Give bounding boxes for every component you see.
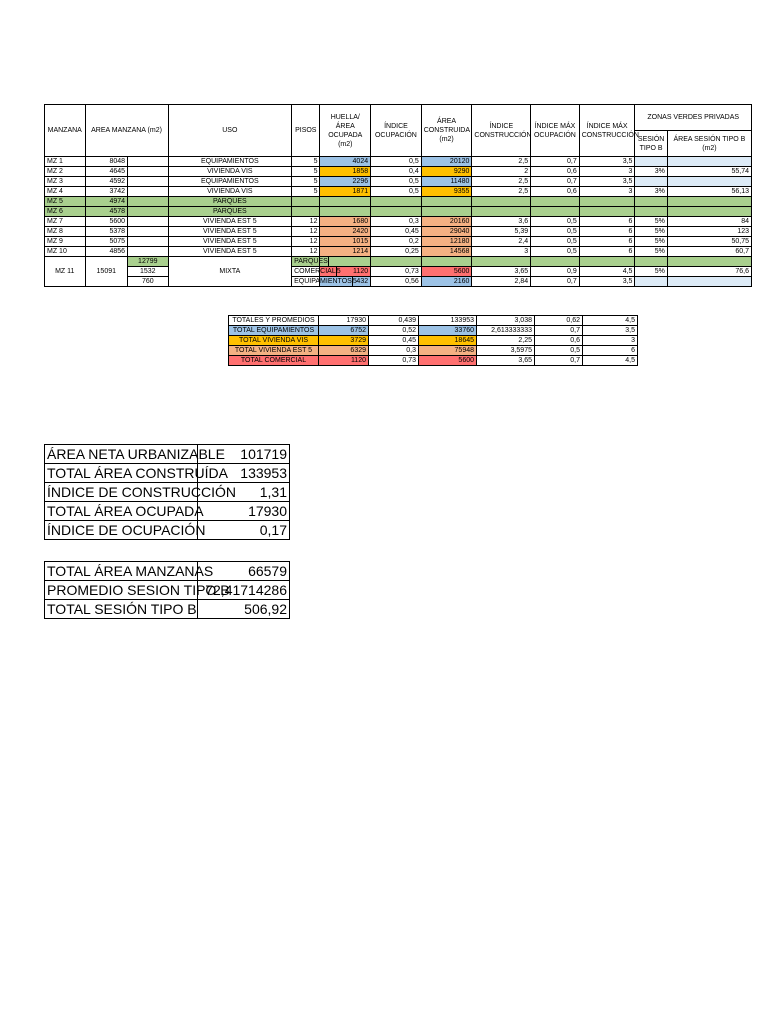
- header-manzana: MANZANA: [45, 105, 86, 157]
- cell-sesion-tipo-b: [635, 207, 667, 217]
- cell-indice-max-ocupacion: 0,7: [531, 277, 580, 287]
- cell-manzana: MZ 10: [45, 247, 86, 257]
- totals-huella: 6329: [319, 346, 369, 356]
- cell-manzana: MZ 3: [45, 177, 86, 187]
- totals-indice-construccion: 3,5975: [477, 346, 535, 356]
- cell-area-construida: 29040: [421, 227, 472, 237]
- totals-indice-max-construccion: 3: [583, 336, 638, 346]
- cell-indice-ocupacion: [371, 207, 422, 217]
- summary-row: [45, 562, 290, 581]
- cell-sesion-tipo-b: [635, 157, 667, 167]
- cell-indice-construccion: 3,6: [472, 217, 531, 227]
- summary-row: [45, 483, 290, 502]
- cell-indice-construccion: 2,84: [472, 277, 531, 287]
- cell-indice-max-ocupacion: 0,5: [531, 237, 580, 247]
- manzanas-body: [45, 157, 752, 287]
- cell-uso-sub-label: EQUIPAMIENTOS: [294, 278, 352, 285]
- totals-huella: 3729: [319, 336, 369, 346]
- cell-subarea: [128, 247, 169, 257]
- cell-huella: [320, 197, 371, 207]
- header-indice-construccion: ÍNDICE CONSTRUCCIÓN: [472, 105, 531, 157]
- cell-huella: [320, 207, 371, 217]
- table-row: [45, 277, 752, 287]
- cell-pisos: 12: [292, 237, 320, 247]
- cell-sesion-tipo-b: 3%: [635, 167, 667, 177]
- table-row: [45, 247, 752, 257]
- cell-indice-max-construccion: 6: [579, 217, 635, 227]
- cell-area-sesion: [667, 177, 751, 187]
- totals-body: [229, 316, 638, 366]
- totals-indice-max-construccion: 6: [583, 346, 638, 356]
- cell-huella: 1120: [320, 267, 371, 277]
- cell-huella: 1871: [320, 187, 371, 197]
- totals-row: [229, 316, 638, 326]
- cell-indice-max-ocupacion: [531, 257, 580, 267]
- cell-indice-max-construccion: 6: [579, 247, 635, 257]
- header-area-manzana: AREA MANZANA (m2): [85, 105, 168, 157]
- summary-label: ÍNDICE DE CONSTRUCCIÓN: [45, 483, 198, 502]
- summary-row: [45, 521, 290, 540]
- header-uso: USO: [168, 105, 292, 157]
- summary-value: 0,17: [198, 521, 290, 540]
- cell-subarea: [128, 197, 169, 207]
- cell-indice-max-construccion: [579, 197, 635, 207]
- cell-huella: 1858: [320, 167, 371, 177]
- cell-area: 5378: [85, 227, 128, 237]
- totals-label: TOTAL VIVIENDA EST 5: [229, 346, 319, 356]
- cell-indice-ocupacion: 0,5: [371, 187, 422, 197]
- summary-value: 17930: [198, 502, 290, 521]
- totals-area-construida: 75948: [419, 346, 477, 356]
- cell-indice-max-ocupacion: [531, 197, 580, 207]
- summary-label: TOTAL ÁREA OCUPADA: [45, 502, 198, 521]
- cell-indice-construccion: 2,5: [472, 157, 531, 167]
- cell-area-sesion: [667, 277, 751, 287]
- table-row: [45, 157, 752, 167]
- summary-value: 133953: [198, 464, 290, 483]
- totals-indice-max-ocupacion: 0,5: [535, 346, 583, 356]
- cell-uso-sub: [292, 277, 357, 287]
- totals-indice-ocupacion: 0,45: [369, 336, 419, 346]
- totals-indice-construccion: 3,65: [477, 356, 535, 366]
- cell-pisos: [292, 207, 320, 217]
- cell-pisos: 5: [292, 187, 320, 197]
- cell-manzana: MZ 5: [45, 197, 86, 207]
- cell-indice-max-construccion: 3: [579, 187, 635, 197]
- totals-indice-max-ocupacion: 0,6: [535, 336, 583, 346]
- header-sesion-tipo-b: SESIÓN TIPO B: [635, 131, 667, 157]
- cell-manzana: MZ 8: [45, 227, 86, 237]
- totals-indice-ocupacion: 0,52: [369, 326, 419, 336]
- cell-uso-sub: [292, 267, 341, 277]
- cell-indice-max-construccion: 6: [579, 237, 635, 247]
- totals-indice-ocupacion: 0,3: [369, 346, 419, 356]
- table-row: [45, 177, 752, 187]
- totals-indice-max-ocupacion: 0,7: [535, 326, 583, 336]
- cell-huella: 1015: [320, 237, 371, 247]
- cell-subarea: 760: [128, 277, 169, 287]
- totals-indice-max-ocupacion: 0,7: [535, 356, 583, 366]
- totals-indice-construccion: 3,038: [477, 316, 535, 326]
- cell-indice-max-ocupacion: 0,6: [531, 167, 580, 177]
- header-indice-max-ocupacion: ÍNDICE MÁX OCUPACIÓN: [531, 105, 580, 157]
- cell-pisos: [292, 197, 320, 207]
- table-row: [45, 227, 752, 237]
- cell-subarea: [128, 207, 169, 217]
- cell-indice-ocupacion: 0,4: [371, 167, 422, 177]
- totals-row: [229, 356, 638, 366]
- cell-area-sesion: [667, 197, 751, 207]
- cell-manzana: MZ 1: [45, 157, 86, 167]
- header-area-construida: ÁREA CONSTRUIDA (m2): [421, 105, 472, 157]
- cell-subarea: [128, 187, 169, 197]
- cell-manzana: MZ 7: [45, 217, 86, 227]
- cell-area-sesion: 76,6: [667, 267, 751, 277]
- cell-indice-max-construccion: 3,5: [579, 277, 635, 287]
- cell-pisos: 5: [292, 177, 320, 187]
- cell-sesion-tipo-b: [635, 257, 667, 267]
- cell-area-construida: 20160: [421, 217, 472, 227]
- cell-subarea: [128, 167, 169, 177]
- totals-huella: 17930: [319, 316, 369, 326]
- cell-pisos: 5: [292, 157, 320, 167]
- summary-label: ÍNDICE DE OCUPACIÓN: [45, 521, 198, 540]
- cell-indice-construccion: [472, 207, 531, 217]
- cell-sesion-tipo-b: [635, 197, 667, 207]
- summary-row: [45, 600, 290, 619]
- cell-subarea: 1532: [128, 267, 169, 277]
- cell-area: 5075: [85, 237, 128, 247]
- cell-area: 4645: [85, 167, 128, 177]
- cell-huella: 2420: [320, 227, 371, 237]
- summary-value: 1,31: [198, 483, 290, 502]
- cell-uso: VIVIENDA EST 5: [168, 247, 292, 257]
- cell-pisos: 12: [292, 247, 320, 257]
- summary-row: [45, 581, 290, 600]
- table-row: [45, 217, 752, 227]
- cell-uso-sub-label: COMERCIAL: [294, 268, 336, 275]
- cell-indice-max-construccion: 3,5: [579, 157, 635, 167]
- totals-indice-max-construccion: 4,5: [583, 316, 638, 326]
- summary-label: PROMEDIO SESION TIPO B: [45, 581, 198, 600]
- cell-indice-ocupacion: 0,3: [371, 217, 422, 227]
- summary-row: [45, 445, 290, 464]
- cell-sesion-tipo-b: 5%: [635, 247, 667, 257]
- summary-body-1: [45, 445, 290, 540]
- cell-indice-max-construccion: [579, 207, 635, 217]
- totals-area-construida: 133953: [419, 316, 477, 326]
- cell-indice-max-construccion: 3: [579, 167, 635, 177]
- totals-huella: 6752: [319, 326, 369, 336]
- totals-label: TOTALES Y PROMEDIOS: [229, 316, 319, 326]
- totals-label: TOTAL EQUIPAMIENTOS: [229, 326, 319, 336]
- cell-manzana: MZ 11: [45, 257, 86, 287]
- cell-indice-max-construccion: 3,5: [579, 177, 635, 187]
- summary-value: 101719: [198, 445, 290, 464]
- cell-indice-construccion: [472, 257, 531, 267]
- cell-huella: 4024: [320, 157, 371, 167]
- header-pisos: PISOS: [292, 105, 320, 157]
- table-row: [45, 167, 752, 177]
- table-row: [45, 257, 752, 267]
- totals-row: [229, 326, 638, 336]
- header-indice-max-construccion: ÍNDICE MÁX CONSTRUCCIÓN: [579, 105, 635, 157]
- cell-indice-construccion: 2,5: [472, 187, 531, 197]
- cell-area-construida: [421, 207, 472, 217]
- cell-indice-max-ocupacion: 0,9: [531, 267, 580, 277]
- totals-area-construida: 18645: [419, 336, 477, 346]
- summary-label: ÁREA NETA URBANIZABLE: [45, 445, 198, 464]
- cell-pisos: 12: [292, 217, 320, 227]
- summary-label: TOTAL ÁREA CONSTRUÍDA: [45, 464, 198, 483]
- cell-huella: 2296: [320, 177, 371, 187]
- cell-manzana: MZ 9: [45, 237, 86, 247]
- cell-pisos: 5: [336, 268, 341, 275]
- table-row: [45, 187, 752, 197]
- cell-subarea: 12799: [128, 257, 169, 267]
- cell-indice-ocupacion: [371, 257, 422, 267]
- cell-uso: PARQUES: [168, 207, 292, 217]
- cell-area-sesion: 56,13: [667, 187, 751, 197]
- cell-pisos: 5: [292, 167, 320, 177]
- cell-area-sesion: [667, 257, 751, 267]
- totals-indice-max-ocupacion: 0,62: [535, 316, 583, 326]
- cell-manzana: MZ 2: [45, 167, 86, 177]
- cell-indice-max-construccion: 4,5: [579, 267, 635, 277]
- summary-value: 506,92: [198, 600, 290, 619]
- cell-area-sesion: [667, 157, 751, 167]
- cell-area-sesion: 50,75: [667, 237, 751, 247]
- cell-indice-ocupacion: 0,25: [371, 247, 422, 257]
- cell-area: 4974: [85, 197, 128, 207]
- cell-indice-construccion: 2,5: [472, 177, 531, 187]
- cell-manzana: MZ 4: [45, 187, 86, 197]
- cell-indice-max-ocupacion: 0,5: [531, 227, 580, 237]
- totals-row: [229, 346, 638, 356]
- totals-indice-ocupacion: 0,439: [369, 316, 419, 326]
- cell-area-sesion: 60,7: [667, 247, 751, 257]
- cell-area: 4856: [85, 247, 128, 257]
- cell-subarea: [128, 157, 169, 167]
- cell-indice-ocupacion: 0,5: [371, 177, 422, 187]
- cell-indice-max-ocupacion: [531, 207, 580, 217]
- cell-indice-ocupacion: 0,45: [371, 227, 422, 237]
- cell-uso-sub: [292, 257, 328, 267]
- summary-table-2: [44, 561, 290, 619]
- cell-indice-construccion: 3,65: [472, 267, 531, 277]
- totals-indice-construccion: 2,25: [477, 336, 535, 346]
- totals-area-construida: 5600: [419, 356, 477, 366]
- cell-uso-mixta: MIXTA: [168, 257, 292, 287]
- cell-area-sesion: 84: [667, 217, 751, 227]
- header-area-sesion: ÁREA SESIÓN TIPO B (m2): [667, 131, 751, 157]
- cell-uso: VIVIENDA VIS: [168, 167, 292, 177]
- summary-label: TOTAL SESIÓN TIPO B: [45, 600, 198, 619]
- cell-huella: 1214: [320, 247, 371, 257]
- cell-indice-max-ocupacion: 0,7: [531, 177, 580, 187]
- totals-label: TOTAL VIVIENDA VIS: [229, 336, 319, 346]
- cell-pisos: 5: [352, 278, 357, 285]
- cell-pisos: [328, 257, 331, 266]
- cell-sesion-tipo-b: 5%: [635, 237, 667, 247]
- summary-value: 72,41714286: [198, 581, 290, 600]
- cell-area-construida: 11480: [421, 177, 472, 187]
- cell-area: 5600: [85, 217, 128, 227]
- cell-area-sesion: 55,74: [667, 167, 751, 177]
- cell-huella: 1680: [320, 217, 371, 227]
- cell-uso: VIVIENDA EST 5: [168, 237, 292, 247]
- cell-uso: VIVIENDA EST 5: [168, 217, 292, 227]
- cell-huella: 432: [320, 277, 371, 287]
- cell-area-construida: 9290: [421, 167, 472, 177]
- header-huella: HUELLA/ ÁREA OCUPADA (m2): [320, 105, 371, 157]
- cell-area-construida: [421, 257, 472, 267]
- cell-indice-construccion: 2,4: [472, 237, 531, 247]
- totals-table: [228, 315, 638, 366]
- cell-indice-ocupacion: 0,5: [371, 157, 422, 167]
- cell-area-construida: 20120: [421, 157, 472, 167]
- cell-area: 4578: [85, 207, 128, 217]
- summary-row: [45, 502, 290, 521]
- cell-subarea: [128, 217, 169, 227]
- cell-sesion-tipo-b: 5%: [635, 267, 667, 277]
- cell-uso: EQUIPAMIENTOS: [168, 177, 292, 187]
- cell-indice-max-ocupacion: 0,5: [531, 247, 580, 257]
- cell-sesion-tipo-b: 3%: [635, 187, 667, 197]
- totals-indice-ocupacion: 0,73: [369, 356, 419, 366]
- cell-area-construida: 5600: [421, 267, 472, 277]
- cell-area: 4592: [85, 177, 128, 187]
- totals-indice-max-construccion: 4,5: [583, 356, 638, 366]
- cell-sesion-tipo-b: [635, 277, 667, 287]
- header-zonas-verdes: ZONAS VERDES PRIVADAS: [635, 105, 752, 131]
- cell-sesion-tipo-b: 5%: [635, 217, 667, 227]
- manzanas-table: [44, 104, 752, 287]
- cell-indice-ocupacion: 0,73: [371, 267, 422, 277]
- table-row: [45, 207, 752, 217]
- cell-uso: VIVIENDA EST 5: [168, 227, 292, 237]
- summary-label: TOTAL ÁREA MANZANAS: [45, 562, 198, 581]
- summary-table-1: [44, 444, 290, 540]
- cell-subarea: [128, 227, 169, 237]
- summary-value: 66579: [198, 562, 290, 581]
- cell-sesion-tipo-b: 5%: [635, 227, 667, 237]
- cell-area-construida: 2160: [421, 277, 472, 287]
- cell-indice-construccion: [472, 197, 531, 207]
- cell-indice-ocupacion: 0,2: [371, 237, 422, 247]
- cell-area: 3742: [85, 187, 128, 197]
- cell-uso-sub-label: PARQUES: [294, 258, 328, 265]
- header-indice-ocupacion: ÍNDICE OCUPACIÓN: [371, 105, 422, 157]
- cell-subarea: [128, 237, 169, 247]
- cell-area: 8048: [85, 157, 128, 167]
- cell-manzana: MZ 6: [45, 207, 86, 217]
- cell-area-construida: 14568: [421, 247, 472, 257]
- cell-indice-max-construccion: 6: [579, 227, 635, 237]
- totals-row: [229, 336, 638, 346]
- cell-area-sesion: 123: [667, 227, 751, 237]
- cell-indice-max-ocupacion: 0,6: [531, 187, 580, 197]
- cell-indice-construccion: 5,39: [472, 227, 531, 237]
- cell-area-construida: 12180: [421, 237, 472, 247]
- totals-area-construida: 33760: [419, 326, 477, 336]
- summary-body-2: [45, 562, 290, 619]
- cell-area-construida: [421, 197, 472, 207]
- cell-uso: PARQUES: [168, 197, 292, 207]
- cell-uso: VIVIENDA VIS: [168, 187, 292, 197]
- cell-area-construida: 9355: [421, 187, 472, 197]
- cell-area: 15091: [85, 257, 128, 287]
- cell-indice-max-construccion: [579, 257, 635, 267]
- table-row: [45, 197, 752, 207]
- cell-indice-construccion: 3: [472, 247, 531, 257]
- cell-indice-max-ocupacion: 0,5: [531, 217, 580, 227]
- cell-subarea: [128, 177, 169, 187]
- summary-row: [45, 464, 290, 483]
- cell-indice-ocupacion: 0,56: [371, 277, 422, 287]
- cell-indice-max-ocupacion: 0,7: [531, 157, 580, 167]
- cell-indice-ocupacion: [371, 197, 422, 207]
- cell-area-sesion: [667, 207, 751, 217]
- totals-indice-max-construccion: 3,5: [583, 326, 638, 336]
- cell-pisos: 12: [292, 227, 320, 237]
- totals-huella: 1120: [319, 356, 369, 366]
- cell-uso: EQUIPAMIENTOS: [168, 157, 292, 167]
- totals-label: TOTAL COMERCIAL: [229, 356, 319, 366]
- totals-indice-construccion: 2,613333333: [477, 326, 535, 336]
- cell-sesion-tipo-b: [635, 177, 667, 187]
- table-row: [45, 237, 752, 247]
- table-row: [45, 267, 752, 277]
- cell-indice-construccion: 2: [472, 167, 531, 177]
